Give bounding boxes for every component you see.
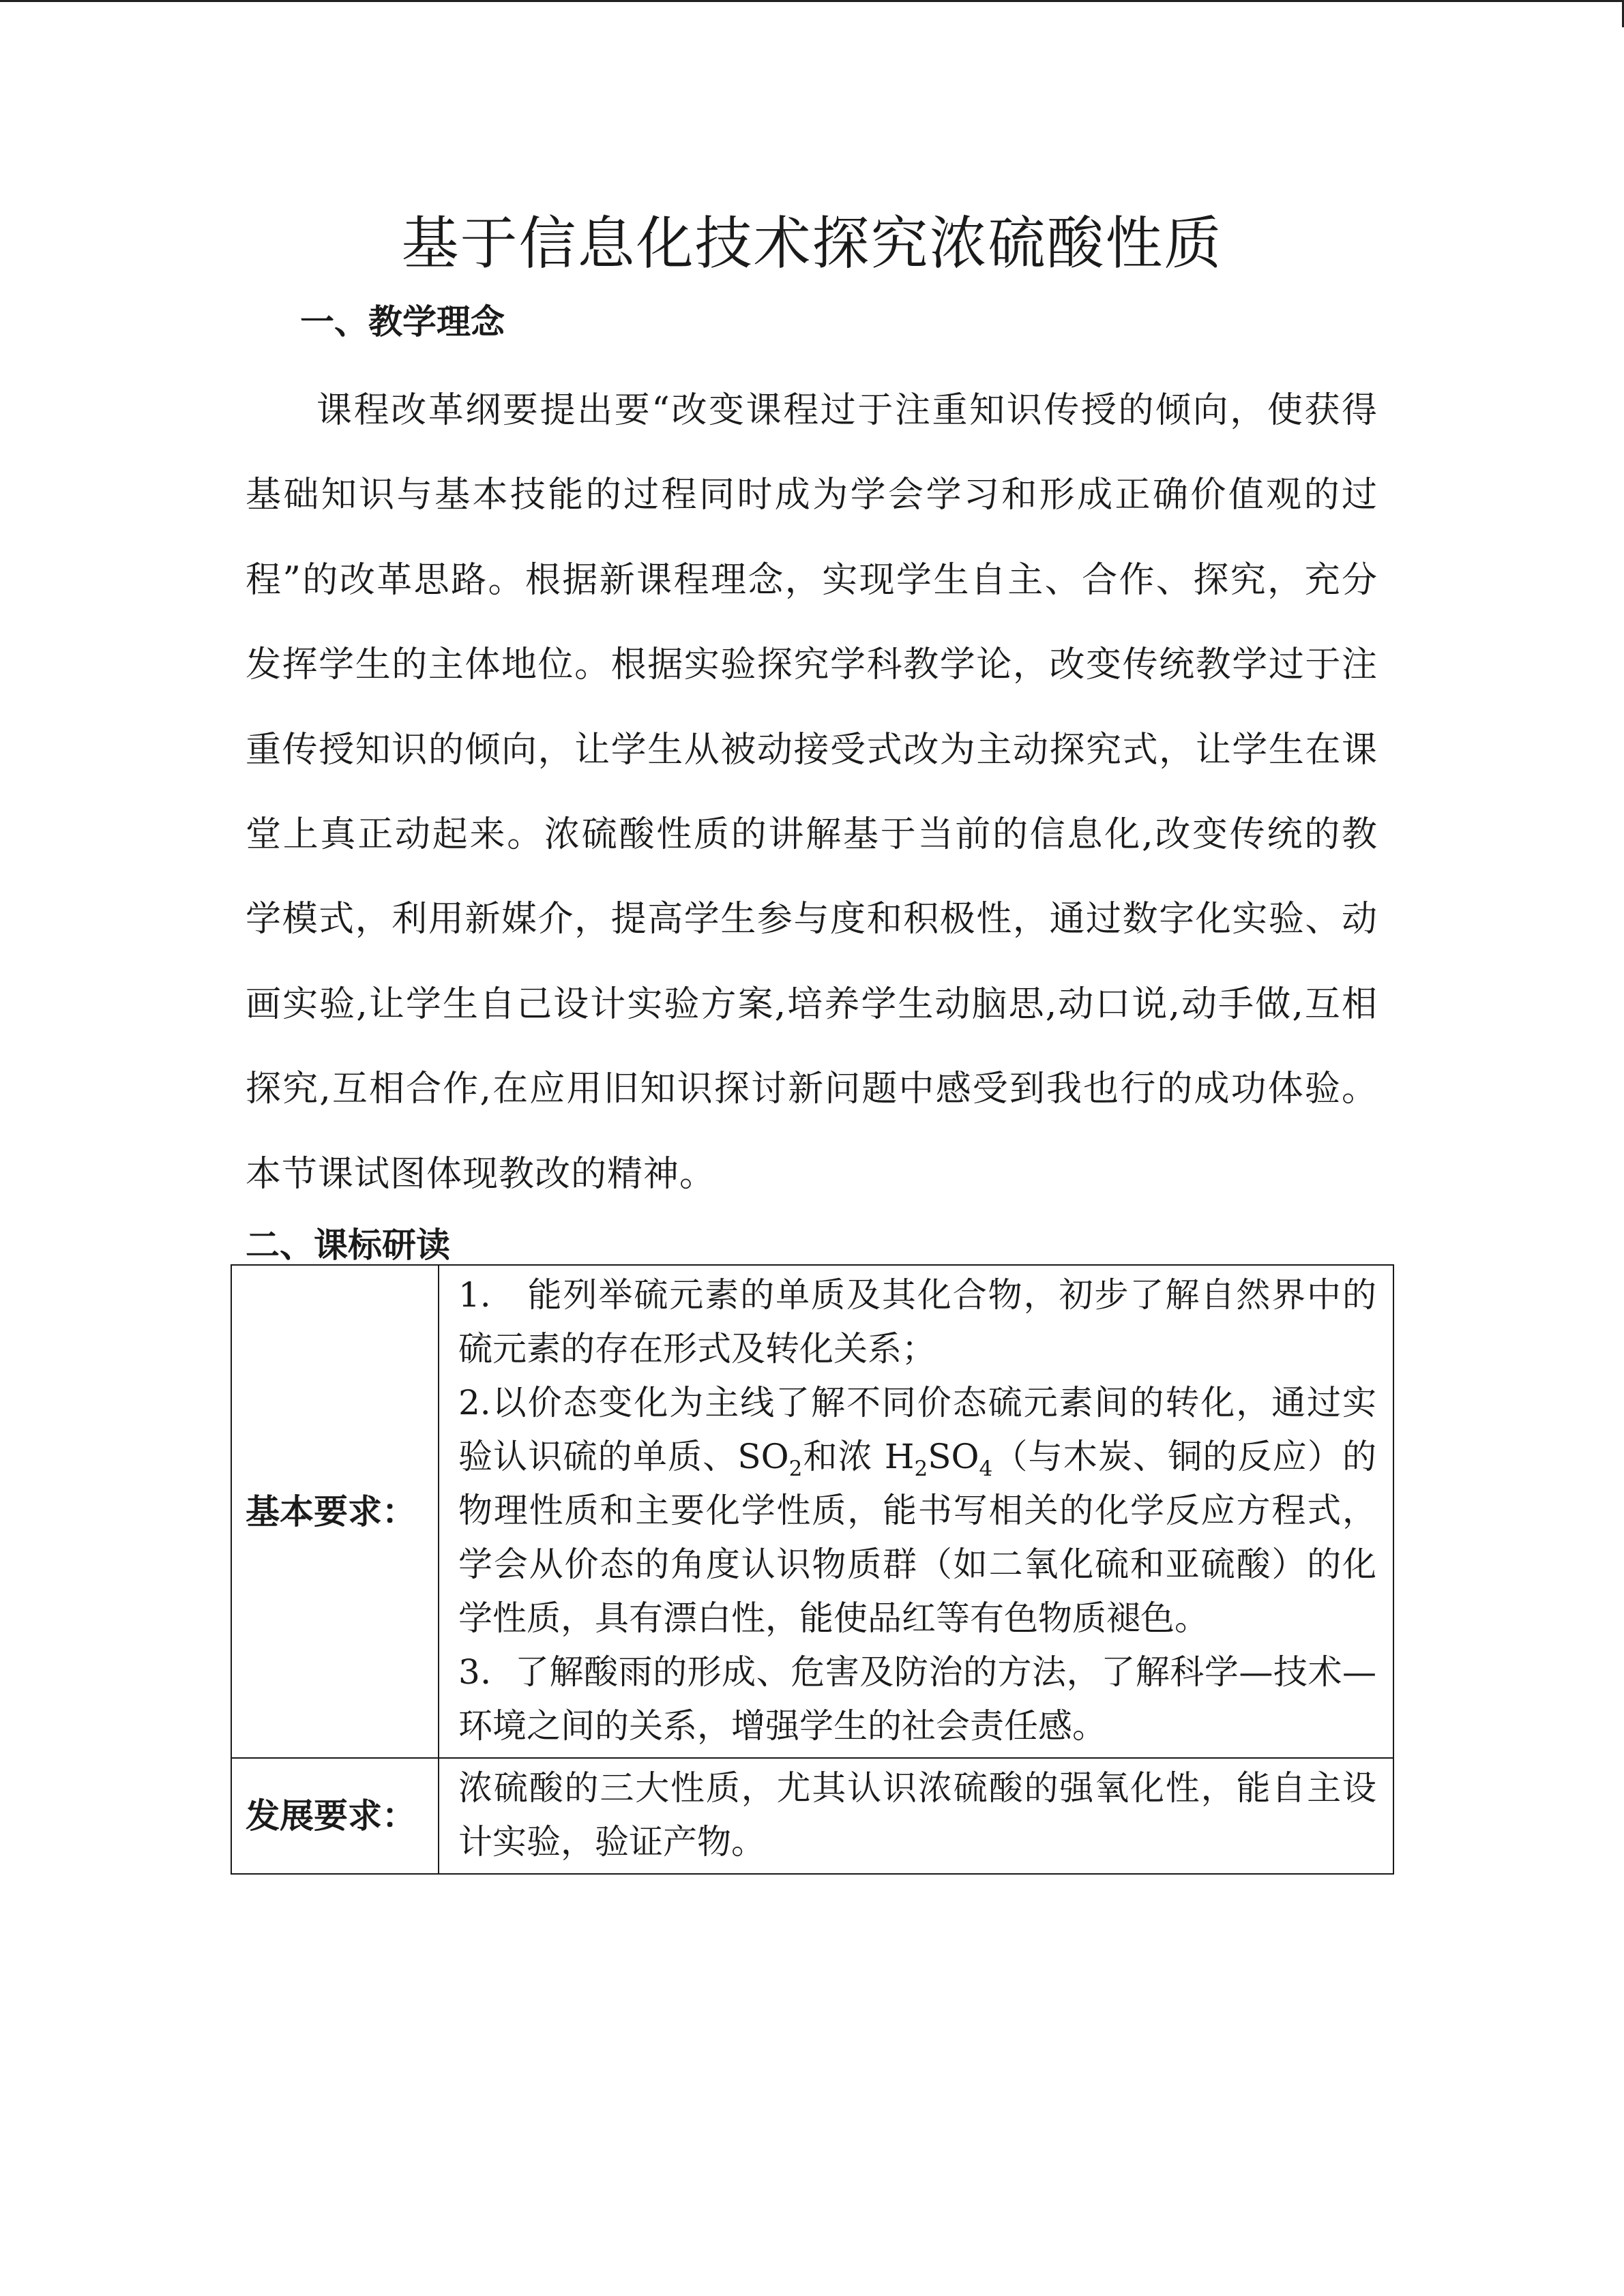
table-row-development xyxy=(231,1758,1393,1874)
section-heading-teaching-philosophy: 一、教学理念 xyxy=(300,302,505,342)
table-row-basic xyxy=(231,1265,1393,1758)
basic-requirement-item-3: 3．了解酸雨的形成、危害及防治的方法，了解科学—技术—环境之间的关系，增强学生的社会责任感。 xyxy=(458,1652,1376,1746)
basic-requirements-content xyxy=(439,1265,1393,1758)
section-heading-curriculum-study: 二、课标研读 xyxy=(246,1225,450,1265)
basic-requirements-label: 基本要求： xyxy=(231,1265,439,1758)
document-title: 基于信息化技术探究浓硫酸性质 xyxy=(401,210,1223,277)
basic-requirement-item-1: 1. 能列举硫元素的单质及其化合物，初步了解自然界中的硫元素的存在形式及转化关系； xyxy=(458,1275,1376,1369)
so2-subscript: 2 xyxy=(788,1457,803,1481)
teaching-philosophy-paragraph: 课程改革纲要提出要“改变课程过于注重知识传授的倾向，使获得基础知识与基本技能的过程同时成为学会学习和形成正确价值观的过程”的改革思路。根据新课程理念，实现学生自主、合作、探究，充分发挥学生的主体地位。根据实验探究学科教学论，改变传统教学过于注重传授知识的倾向，让学生从被动接受式改为主动探究式，让学生在课堂上真正动起来。浓硫酸性质的讲解基于当前的信息化,改变传统的教学模式，利用新媒介，提高学生参与度和积极性，通过数字化实验、动画实验,让学生自己设计实验方案,培养学生动脑思,动口说,动手做,互相探究,互相合作,在应用旧知识探讨新问题中感受到我也行的成功体验。本节课试图体现教改的精神。 xyxy=(246,390,1378,1195)
development-requirements-content: 浓硫酸的三大性质，尤其认识浓硫酸的强氧化性，能自主设计实验，验证产物。 xyxy=(439,1758,1393,1874)
basic-requirement-item-2: 2.以价态变化为主线了解不同价态硫元素间的转化，通过实验认识硫的单质、$SO_2$和浓 $H_2SO_4$（与木炭、铜的反应）的物理性质和主要化学性质，能书写相关的化学反应方程式，学会从价态的角度认识物质群（如二氧化硫和亚硫酸）的化学性质，具有漂白性，能使品红等有色物质褪色。 xyxy=(458,1383,1377,1638)
h2so4-subscript-4: 4 xyxy=(979,1457,993,1481)
page-top-border xyxy=(0,0,1624,2)
development-requirements-label: 发展要求： xyxy=(231,1758,439,1874)
curriculum-standards-table xyxy=(231,1264,1394,1875)
h2so4-subscript-2: 2 xyxy=(914,1457,928,1481)
